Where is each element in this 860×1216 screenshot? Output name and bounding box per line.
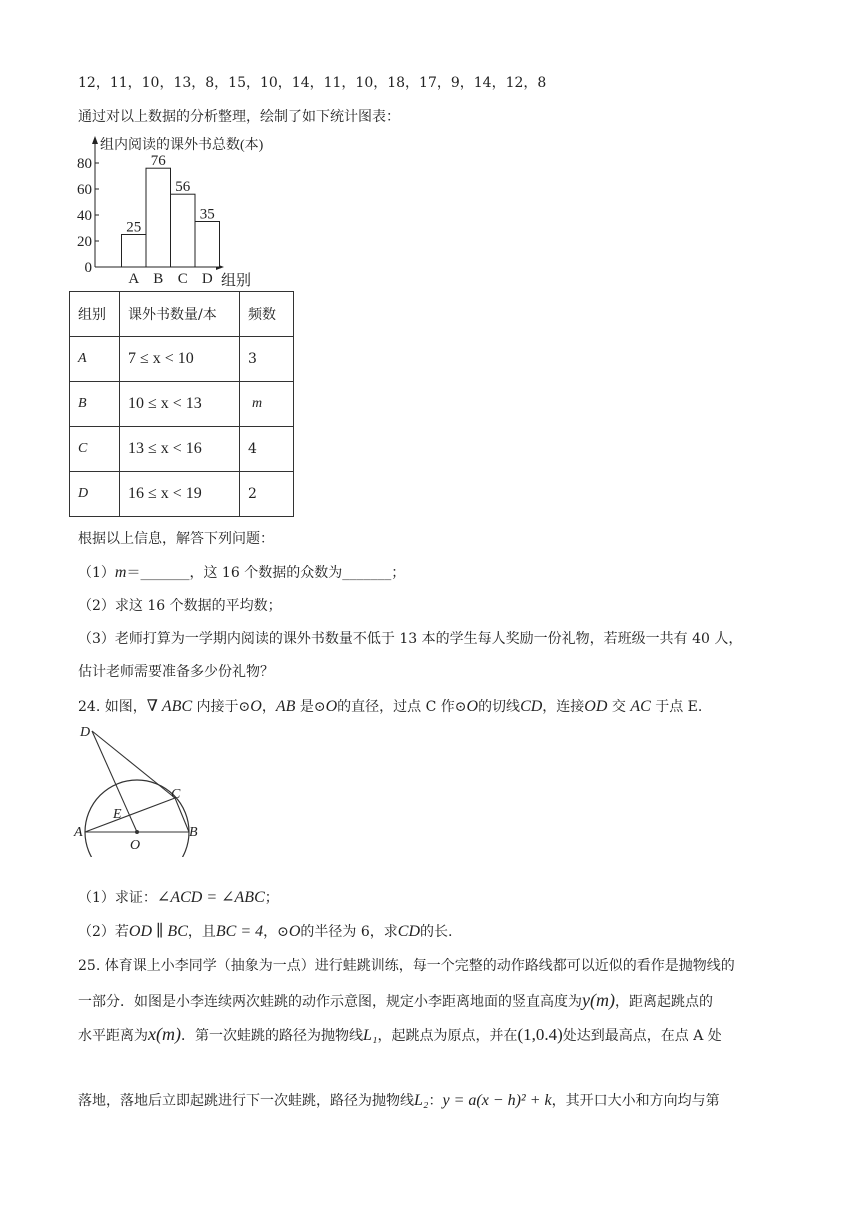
table-header-row <box>70 292 294 337</box>
label-c: C <box>171 787 181 802</box>
line-cb <box>175 798 189 832</box>
point-o <box>135 830 139 834</box>
vertex-point: (1,0.4) <box>517 1025 563 1044</box>
q25-text: ．第一次蛙跳的路径为抛物线 <box>180 1028 363 1044</box>
circle-o: O <box>288 923 301 940</box>
row-group: D <box>70 472 120 517</box>
parabola-l2: L₂ <box>414 1092 429 1109</box>
q23-part3-line1: （3）老师打算为一学期内阅读的课外书数量不低于 13 本的学生每人奖励一份礼物，若班级一共有 40 人， <box>78 631 743 647</box>
q25-text: 落地，落地后立即起跳进行下一次蛙跳，路径为抛物线 <box>78 1093 414 1109</box>
row-group: B <box>70 382 120 427</box>
q24-text: 的半径为 6，求 <box>300 924 398 940</box>
q23-part3-line2: 估计老师需要准备多少份礼物？ <box>78 664 274 680</box>
bar-value-label: 56 <box>175 179 191 196</box>
table-row <box>70 427 294 472</box>
triangle-abc: ∇ ABC <box>146 698 193 715</box>
q24-text: 内接于⊙ <box>192 699 251 715</box>
x-tick-label: A <box>128 271 140 287</box>
row-freq: m <box>240 382 294 427</box>
label-o: O <box>130 838 141 853</box>
chart-intro: 通过对以上数据的分析整理，绘制了如下统计图表： <box>78 109 400 125</box>
segment-ac: AC <box>630 698 651 715</box>
q24-stem <box>78 697 702 717</box>
q25-text: ，起跳点为原点，并在 <box>377 1028 518 1044</box>
q25-line1: 25. 体育课上小李同学（抽象为一点）进行蛙跳训练，每一个完整的动作路线都可以近似的看作是抛物线的 <box>78 958 735 974</box>
q24-text: 的直径，过点 C 作⊙ <box>337 699 467 715</box>
row-group: C <box>70 427 120 472</box>
q23-part1-text: ＝_______，这 16 个数据的众数为_______； <box>126 565 406 581</box>
row-range: 7 ≤ x < 10 <box>120 337 240 382</box>
q25-text: 水平距离为 <box>78 1028 148 1044</box>
q25-text: 处达到最高点，在点 A 处 <box>562 1028 722 1044</box>
q25-text: ，其开口大小和方向均与第 <box>551 1093 720 1109</box>
row-freq: 4 <box>240 427 294 472</box>
q24-text: 的长. <box>420 924 453 940</box>
x-tick-label: D <box>201 271 213 287</box>
bar-chart <box>68 132 268 292</box>
q23-lead: 根据以上信息，解答下列问题： <box>78 531 274 547</box>
q25-line3 <box>78 1024 722 1046</box>
bar-a <box>122 235 147 268</box>
y-tick-label: 40 <box>77 208 92 224</box>
var-x: x(m) <box>148 1024 181 1044</box>
geometry-figure <box>72 722 212 857</box>
row-range: 16 ≤ x < 19 <box>120 472 240 517</box>
header-group: 组别 <box>70 292 120 337</box>
y-tick-label: 60 <box>77 182 92 198</box>
y-tick-label: 80 <box>77 156 92 172</box>
q24-text: 的切线 <box>478 699 521 715</box>
x-tick-label: B <box>153 271 164 287</box>
q25-line4 <box>78 1091 720 1111</box>
label-e: E <box>113 807 122 822</box>
x-axis-label: 组别 <box>221 273 252 289</box>
bar-value-label: 76 <box>150 153 166 170</box>
header-freq: 频数 <box>240 292 294 337</box>
table-row <box>70 337 294 382</box>
row-freq: 3 <box>240 337 294 382</box>
row-freq: 2 <box>240 472 294 517</box>
q25-text: 一部分．如图是小李连续两次蛙跳的动作示意图，规定小李距离地面的竖直高度为 <box>78 994 582 1010</box>
bar-value-label: 25 <box>126 219 142 236</box>
var-m: m <box>114 564 127 581</box>
segment-ab: AB <box>275 698 296 715</box>
circle-o: O <box>466 698 479 715</box>
label-d: D <box>80 725 91 740</box>
q24-text: ，且 <box>187 924 216 940</box>
q25-text: ，距离起跳点的 <box>614 994 713 1010</box>
frequency-table <box>69 291 294 517</box>
x-tick-label: C <box>177 271 188 287</box>
q24-text: 交 <box>607 699 631 715</box>
q24-text: 是⊙ <box>295 699 326 715</box>
var-y: y(m) <box>582 990 615 1010</box>
label-a: A <box>74 825 83 840</box>
bar-d <box>195 222 220 268</box>
q24-num: 24. 如图， <box>78 699 147 715</box>
bar-b <box>146 168 171 267</box>
q25-line2 <box>78 990 713 1012</box>
header-count: 课外书数量/本 <box>120 292 240 337</box>
q24-part2-num: （2）若 <box>78 924 129 940</box>
bar-value-label: 35 <box>199 206 215 223</box>
table-row <box>70 382 294 427</box>
q24-text: ，⊙ <box>263 924 289 940</box>
q25-text: ： <box>428 1093 443 1109</box>
q23-part2: （2）求这 16 个数据的平均数； <box>78 598 282 614</box>
parabola-equation: y = a(x − h)² + k <box>442 1092 552 1109</box>
row-range: 13 ≤ x < 16 <box>120 427 240 472</box>
angle-equation: ∠ACD = ∠ABC <box>156 889 265 906</box>
row-range: 10 ≤ x < 13 <box>120 382 240 427</box>
y-tick-label: 0 <box>84 260 92 276</box>
circle-o: O <box>325 698 338 715</box>
y-axis-label: 组内阅读的课外书总数(本) <box>100 138 264 153</box>
parallel-condition: OD ∥ BC <box>128 923 188 940</box>
segment-cd: CD <box>397 923 421 940</box>
bar-c <box>171 194 196 267</box>
q24-text: ，连接 <box>542 699 585 715</box>
parabola-l1: L₁ <box>362 1027 378 1044</box>
label-b: B <box>189 825 198 840</box>
q24-part2 <box>78 922 452 942</box>
bc-length: BC = 4 <box>215 923 264 940</box>
data-list: 12，11，10，13，8，15，10，14，11，10，18，17，9，14，12，8 <box>78 75 547 91</box>
segment-od: OD <box>584 698 608 715</box>
q23-part1 <box>78 563 405 583</box>
y-axis-arrow <box>92 136 98 144</box>
q24-text: ； <box>264 890 279 906</box>
q24-text: ， <box>261 699 276 715</box>
q24-part1 <box>78 888 279 908</box>
row-group: A <box>70 337 120 382</box>
y-tick-label: 20 <box>77 234 92 250</box>
line-dc <box>92 731 175 798</box>
circle-o: O <box>250 698 262 715</box>
q24-part1-num: （1）求证： <box>78 890 157 906</box>
segment-cd: CD <box>520 698 543 715</box>
q24-text: 于点 E. <box>650 699 703 715</box>
q23-part1-num: （1） <box>78 565 115 581</box>
table-row <box>70 472 294 517</box>
